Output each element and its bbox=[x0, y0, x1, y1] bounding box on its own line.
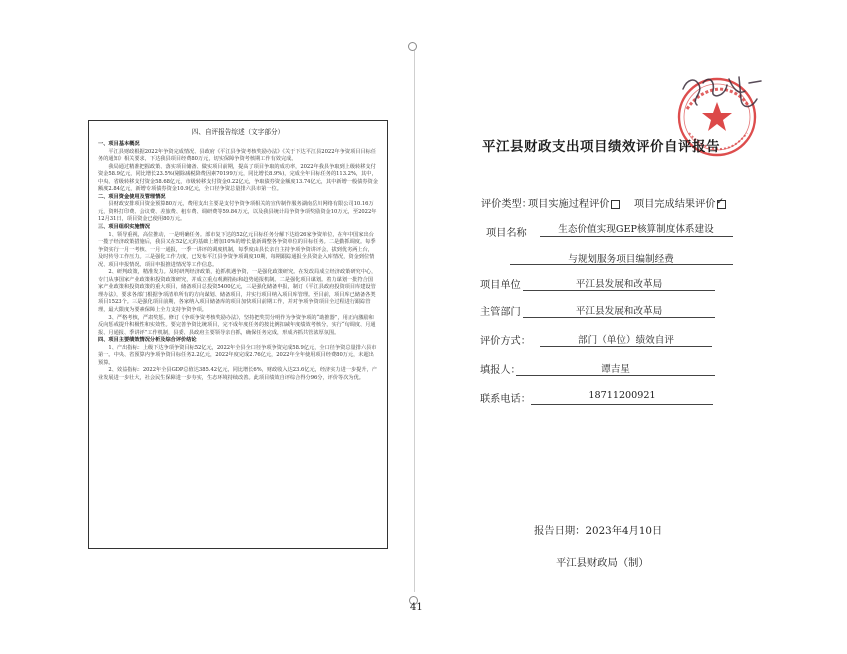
section-4-para-1: 1、产出指标：上级下达争项争资目标52亿元，2022年全县全口径争项争资完成58.9亿元，全口径争资总量排六县市第一。中央、省预算内争项争资目标任务2.2亿元，2022年度完成2.76亿元，2022年全年使用项目经费80万元，未超出预算。 bbox=[98, 344, 377, 366]
eval-type-label: 评价类型： bbox=[481, 199, 532, 210]
project-unit-value: 平江县发展和改革局 bbox=[575, 279, 663, 290]
page-number: 41 bbox=[410, 602, 423, 613]
section-4-title: 四、项目主要绩效情况分析及综合评价结论 bbox=[98, 337, 197, 344]
phone-label: 联系电话： bbox=[480, 394, 531, 405]
report-title: 平江县财政支出项目绩效评价自评报告 bbox=[482, 139, 720, 155]
eval-type-option-result-label: 项目完成结果评价 bbox=[634, 199, 716, 210]
self-evaluation-summary-box bbox=[88, 120, 388, 549]
section-2-para-1: 县财政安排项目资金预算80万元，费用支出主要是支付争资争项相关的宣传制作服务湖南岳川网络有限公司10.16万元，资料打印费、会议费、差旅费、租车费、调研费等59.84万元，以及我县统计局争资争项奖励资金10万元，至2022年12月31日，项目资金已使用80万元。 bbox=[98, 201, 377, 223]
section-3-para-2: 2、研判政策，精准发力。及时研判经济政策，抢抓机遇争资，一是强化政策研究。在发改局成立经济政策研究中心，专门从事国家产业政策和投资政策研究，并成立重点观测指标和趋势通报机制。二是强化项目谋划。着力谋划一批符合国家产业政策和投资政策的重大项目，储备项目总投资5400亿元，三是强化储备申报，制订《平江县政府投资项目库建设管理办法》，要求各部门根据争项清单所有的方向谋划、储备项目，并实行项目纳入项目库管理。至目前，项目库已储备各类项目1523个。三是强化项目前期，各家纳入项目储备库的项目加快项目前期工作，并对争项争资项目全过程进行跟踪管理，最大限度为要素保障上全力支持争资争项。 bbox=[98, 269, 377, 314]
section-1-title: 一、项目基本概况 bbox=[98, 141, 140, 147]
eval-type-option-process[interactable] bbox=[528, 195, 620, 210]
eval-process-checkbox[interactable] bbox=[611, 200, 620, 209]
project-name-line-2: 与规划服务项目编制经费 bbox=[568, 254, 674, 265]
section-1-para-2: 我局通过精准把握政策、落实项目储备、做实项目前期，提高了项目争取的成功率，2022年我县争取到上级转移支付资金58.9亿元，同比增长23.5%(剔除减税降费因素70199万元，同比增长8.9%)，完成全年目标任务的113.2%，其中，中央、省级转移支付资金58.68亿元，市级转移支付资金0.22亿元，争取债券资金额度13.74亿元，其中新增一般债券资金额度2.84亿元，新增专项债券资金10.9亿元，全口径争资总量排六县市第一位。 bbox=[98, 163, 378, 193]
section-1-para-1: 平江县财政根据2022年争资完成情况、县政府《平江县争资考核奖励办法》《关于下达平江县2022年争资项目目标任务的通知》相关要求，下达我县项目经费80万元，切实保障争资考核期工作有效完成。 bbox=[98, 148, 377, 163]
filler-underline bbox=[516, 375, 715, 376]
filler-value: 谭吉星 bbox=[601, 364, 630, 375]
eval-method-label: 评价方式： bbox=[480, 336, 531, 347]
section-3-title: 三、项目组织实施情况 bbox=[98, 224, 150, 231]
supervising-dept-underline bbox=[523, 317, 715, 318]
eval-method-underline bbox=[540, 346, 712, 347]
section-4-para-2: 2、效益指标：2022年全县GDP总值达385.42亿元，同比增长6%，财政收入达23.6亿元，经济实力进一步提升，产业发展进一步壮大，社会民生保障进一步夯实，生态环境持续改善。此项目绩效自评综合得分96分，评价等次为优。 bbox=[98, 367, 377, 381]
report-date: 报告日期：2023年4月10日 bbox=[534, 525, 663, 537]
issuing-agency: 平江县财政局（制） bbox=[556, 557, 649, 569]
supervising-dept-label: 主管部门 bbox=[480, 307, 521, 318]
binding-hole bbox=[408, 42, 417, 51]
project-unit-label: 项目单位 bbox=[480, 280, 521, 291]
project-name-underline-1 bbox=[540, 236, 733, 237]
project-name-label: 项目名称 bbox=[486, 228, 527, 239]
phone-value: 18711200921 bbox=[588, 390, 656, 401]
section-3-para-1: 1、领导重视，高位推动，一是明确任务。部市复下达的52亿元目标任务分解下达给26家争资单位，在年中国家出台一揽子经济政策措施后，我县又在52亿元的基础上增加10%的增长量新调整各争资单位的目标任务。二是勤抓调度。每季争资实行一月一考核、一月一通报，一季一讲评的调度机制，每季度由县长亲自主持争项争资讲评会，拔到优劣两上台，及时传导工作压力。三是强化工作力度，已发布平江县争资争项调度10期，每期跟踪通报全县资金入库情况，资金到位情况、项目申报情况、项目申报推进情况等工作信息。 bbox=[98, 231, 376, 268]
eval-type-option-result[interactable] bbox=[634, 195, 726, 210]
eval-method-value: 部门（单位）绩效自评 bbox=[578, 335, 674, 346]
project-name-line-1: 生态价值实现GEP核算制度体系建设 bbox=[558, 224, 714, 235]
page-spine bbox=[414, 46, 415, 592]
supervising-dept-value: 平江县发展和改革局 bbox=[575, 306, 663, 317]
eval-type-option-process-label: 项目实施过程评价 bbox=[528, 199, 610, 210]
phone-underline bbox=[531, 404, 713, 405]
summary-body bbox=[98, 141, 378, 383]
project-unit-underline bbox=[523, 290, 715, 291]
section-3-para-3: 3、严格考核，严肃奖惩。修订《争项争资考核奖励办法》，坚持把奖罚分明作为争资争项的“助推器”，用正向激励和反向惩戒提升积极性和实效性。要完善争资比统项目，完不成年度任务的按比例扣减年度绩效考核分，实行“旬调度、月通报、月通报、季讲评”工作机制，县委、县政府主要领导亲自抓，确保任务完成，形成齐抓共管浓厚氛围。 bbox=[98, 314, 376, 336]
summary-heading: 四、自评报告综述（文字部分） bbox=[191, 128, 285, 136]
project-name-underline-2 bbox=[510, 264, 733, 265]
eval-result-checkbox[interactable] bbox=[717, 200, 726, 209]
section-2-title: 二、项目资金使用及管理情况 bbox=[98, 193, 166, 200]
filler-label: 填报人： bbox=[480, 365, 521, 376]
